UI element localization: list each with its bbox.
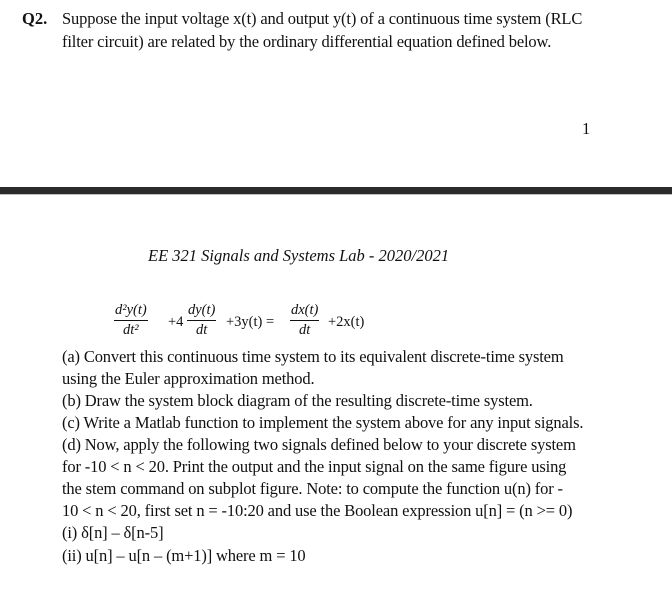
page-break-divider (0, 187, 672, 194)
question-number: Q2. (22, 9, 48, 28)
differential-equation (114, 296, 414, 346)
equation-frac2-numerator: dy(t) (188, 302, 216, 318)
equation-fraction-first-derivative (187, 302, 216, 339)
equation-frac1-numerator: d²y(t) (115, 302, 147, 318)
task-line: for -10 < n < 20. Print the output and the input signal on the same figure using (62, 457, 567, 476)
question-intro-line-1: Suppose the input voltage x(t) and output y(t) of a continuous time system (RLC (62, 9, 583, 28)
page-header: EE 321 Signals and Systems Lab - 2020/2021 (148, 246, 450, 265)
task-line: the stem command on subplot figure. Note: to compute the function u(n) for - (62, 479, 563, 498)
equation-frac3-numerator: dx(t) (291, 302, 319, 318)
task-line: 10 < n < 20, first set n = -10:20 and use the Boolean expression u[n] = (n >= 0) (62, 501, 573, 520)
task-line: (c) Write a Matlab function to implement the system above for any input signals. (62, 413, 584, 432)
equation-term-3y: +3y(t) = (226, 314, 275, 330)
equation-fraction-input-derivative (290, 302, 319, 339)
task-line-signal-ii: (ii) u[n] – u[n – (m+1)] where m = 10 (62, 546, 306, 565)
task-line: (a) Convert this continuous time system to its equivalent discrete-time system (62, 347, 564, 366)
task-line-signal-i: (i) δ[n] – δ[n-5] (62, 523, 164, 542)
equation-frac1-denominator: dt² (123, 322, 139, 338)
task-line: (d) Now, apply the following two signals defined below to your discrete system (62, 435, 576, 454)
equation-frac3-denominator: dt (299, 322, 311, 338)
equation-term-plus4: +4 (168, 314, 184, 330)
equation-term-2x: +2x(t) (328, 314, 365, 330)
page-break-divider-shadow (0, 194, 672, 195)
page-number: 1 (582, 119, 591, 138)
equation-frac2-denominator: dt (196, 322, 208, 338)
equation-fraction-second-derivative (114, 302, 148, 339)
task-line: using the Euler approximation method. (62, 369, 315, 388)
question-intro-line-2: filter circuit) are related by the ordinary differential equation defined below. (62, 32, 552, 51)
task-line: (b) Draw the system block diagram of the resulting discrete-time system. (62, 391, 533, 410)
